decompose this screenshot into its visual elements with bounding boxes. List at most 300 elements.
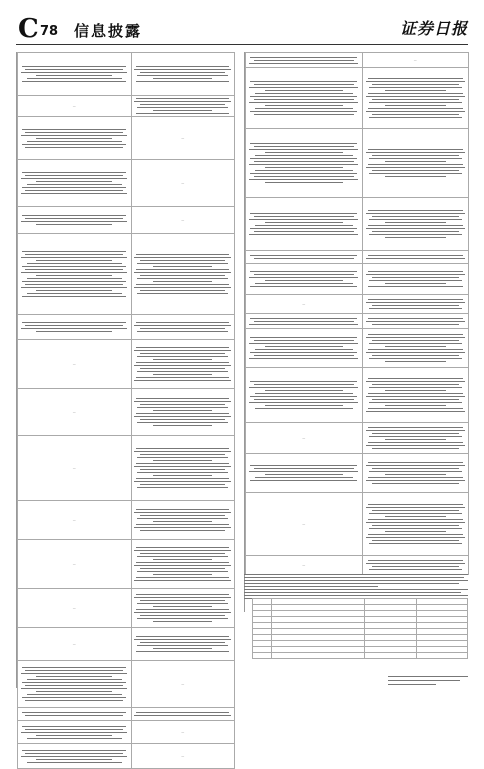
- text-line: [249, 102, 358, 103]
- text-line: [21, 221, 127, 222]
- text-line: [254, 161, 354, 162]
- section-letter: C: [18, 14, 39, 44]
- revised-clause-cell: [362, 329, 469, 368]
- revised-clause-cell: [131, 340, 235, 389]
- text-line: [136, 478, 229, 479]
- text-line: [250, 96, 357, 97]
- table-row: [246, 68, 469, 129]
- none-mark: —: [302, 563, 306, 567]
- text-line: [140, 454, 225, 455]
- text-line: [140, 275, 225, 276]
- text-line: [254, 84, 354, 85]
- text-line: [22, 215, 126, 216]
- text-line: [366, 396, 465, 397]
- text-lines: [365, 462, 467, 484]
- text-line: [25, 218, 123, 219]
- text-line: [369, 234, 462, 235]
- revised-clause-cell: [362, 314, 469, 329]
- text-line: [137, 293, 228, 294]
- text-line: [21, 72, 127, 73]
- revised-clause-cell: [131, 721, 235, 744]
- text-line: [136, 66, 229, 67]
- text-line: [22, 281, 126, 282]
- text-lines: [365, 210, 467, 238]
- text-line: [254, 355, 354, 356]
- text-line: [25, 700, 123, 701]
- table-row: [246, 295, 469, 314]
- text-line: [372, 483, 459, 484]
- text-line: [366, 480, 465, 481]
- footer-note: [388, 676, 468, 688]
- text-line: [22, 66, 126, 67]
- text-line: [388, 684, 436, 685]
- table-cell: [365, 653, 416, 659]
- text-line: [153, 574, 212, 575]
- text-line: [136, 81, 229, 82]
- text-line: [254, 399, 354, 400]
- text-line: [265, 222, 343, 223]
- text-lines: [134, 398, 233, 426]
- text-lines: [365, 78, 467, 118]
- text-line: [368, 210, 463, 211]
- header-rule: [16, 44, 468, 45]
- table-row: [246, 493, 469, 556]
- text-line: [137, 487, 228, 488]
- text-line: [385, 390, 446, 391]
- text-line: [136, 577, 229, 578]
- text-line: [134, 527, 231, 528]
- text-line: [134, 257, 231, 258]
- text-line: [372, 99, 459, 100]
- revised-clause-cell: [131, 744, 235, 769]
- text-line: [134, 580, 231, 581]
- original-clause-cell: [246, 314, 363, 329]
- text-line: [140, 553, 225, 554]
- text-line: [27, 694, 122, 695]
- text-line: [36, 676, 112, 677]
- text-line: [136, 269, 229, 270]
- none-mark: —: [302, 522, 306, 526]
- text-line: [254, 468, 354, 469]
- text-line: [250, 465, 357, 466]
- text-line: [137, 571, 228, 572]
- text-line: [136, 651, 229, 652]
- text-line: [372, 340, 459, 341]
- text-line: [250, 255, 357, 256]
- revised-clause-cell: [131, 207, 235, 234]
- text-line: [136, 284, 229, 285]
- text-line: [250, 396, 357, 397]
- text-line: [255, 93, 353, 94]
- text-line: [25, 284, 123, 285]
- original-clause-cell: [246, 129, 363, 198]
- text-line: [250, 352, 357, 353]
- text-line: [25, 729, 123, 730]
- text-line: [153, 606, 212, 607]
- text-line: [369, 543, 462, 544]
- text-line: [136, 547, 229, 548]
- text-line: [140, 260, 225, 261]
- text-line: [368, 534, 463, 535]
- text-line: [140, 615, 225, 616]
- text-line: [153, 281, 212, 282]
- text-line: [265, 474, 343, 475]
- text-line: [137, 331, 228, 332]
- text-line: [255, 170, 353, 171]
- text-line: [136, 254, 229, 255]
- text-line: [25, 190, 123, 191]
- text-line: [254, 384, 354, 385]
- text-line: [254, 99, 354, 100]
- text-line: [22, 266, 126, 267]
- text-line: [265, 167, 343, 168]
- revised-clause-cell: [362, 53, 469, 68]
- text-line: [244, 583, 459, 584]
- text-lines: [365, 504, 467, 544]
- none-mark: —: [302, 436, 306, 440]
- text-line: [137, 603, 228, 604]
- left-comparison-table: [16, 52, 235, 758]
- original-clause-cell: [246, 493, 363, 556]
- text-line: [137, 75, 228, 76]
- revised-clause-cell: [131, 501, 235, 540]
- text-line: [249, 402, 358, 403]
- original-clause-cell: [18, 315, 132, 340]
- text-line: [134, 550, 231, 551]
- text-line: [372, 84, 459, 85]
- page-header: [0, 0, 484, 46]
- text-line: [249, 387, 358, 388]
- text-line: [140, 104, 225, 105]
- text-line: [368, 318, 463, 319]
- text-line: [385, 161, 446, 162]
- text-line: [136, 712, 229, 713]
- none-mark: —: [72, 104, 76, 108]
- text-line: [368, 149, 463, 150]
- text-line: [366, 352, 465, 353]
- text-lines: [134, 509, 233, 531]
- text-line: [137, 457, 228, 458]
- text-line: [385, 346, 446, 347]
- text-line: [372, 468, 459, 469]
- text-line: [136, 398, 229, 399]
- text-line: [21, 135, 127, 136]
- table-row: [18, 501, 235, 540]
- text-line: [388, 680, 460, 681]
- text-line: [254, 258, 354, 259]
- text-line: [22, 144, 126, 145]
- text-line: [372, 155, 459, 156]
- text-line: [140, 515, 225, 516]
- text-line: [250, 480, 357, 481]
- text-lines: [134, 347, 233, 381]
- text-lines: [134, 66, 233, 82]
- original-clause-cell: [18, 589, 132, 628]
- text-line: [153, 648, 212, 649]
- text-line: [254, 176, 354, 177]
- text-line: [134, 466, 231, 467]
- original-clause-cell: [18, 117, 132, 160]
- text-line: [134, 272, 231, 273]
- text-line: [366, 228, 465, 229]
- text-line: [153, 475, 212, 476]
- text-line: [385, 222, 446, 223]
- text-lines: [134, 98, 233, 114]
- text-lines: [248, 213, 360, 235]
- text-lines: [20, 251, 129, 297]
- text-lines: [248, 255, 360, 259]
- text-line: [265, 152, 343, 153]
- text-line: [385, 237, 446, 238]
- text-line: [137, 107, 228, 108]
- text-lines: [20, 712, 129, 716]
- text-line: [369, 358, 462, 359]
- text-line: [140, 568, 225, 569]
- text-line: [368, 462, 463, 463]
- text-line: [22, 81, 126, 82]
- text-line: [25, 715, 123, 716]
- text-line: [36, 181, 112, 182]
- revised-clause-cell: [131, 96, 235, 117]
- original-clause-cell: [18, 96, 132, 117]
- text-line: [369, 402, 462, 403]
- text-line: [255, 349, 353, 350]
- text-line: [153, 410, 212, 411]
- text-line: [36, 275, 112, 276]
- text-line: [21, 178, 127, 179]
- table-row: [246, 198, 469, 251]
- text-lines: [20, 726, 129, 739]
- page-number: 78: [40, 24, 59, 39]
- revised-clause-cell: [362, 198, 469, 251]
- body-paragraph: [244, 574, 468, 601]
- text-line: [140, 419, 225, 420]
- text-line: [27, 293, 122, 294]
- table-row: [246, 454, 469, 493]
- text-line: [22, 750, 126, 751]
- revised-clause-cell: [131, 589, 235, 628]
- amount-table: [252, 598, 468, 659]
- table-row: [18, 96, 235, 117]
- revised-clause-cell: [131, 628, 235, 661]
- text-line: [385, 361, 446, 362]
- table-row: [18, 540, 235, 589]
- text-line: [254, 60, 354, 61]
- text-line: [366, 411, 465, 412]
- text-line: [25, 753, 123, 754]
- text-line: [368, 442, 463, 443]
- text-line: [265, 346, 343, 347]
- text-line: [153, 78, 212, 79]
- text-line: [134, 69, 231, 70]
- text-line: [36, 759, 112, 760]
- text-lines: [365, 299, 467, 309]
- text-line: [244, 577, 464, 578]
- text-line: [250, 286, 357, 287]
- revised-clause-cell: [362, 368, 469, 423]
- text-line: [137, 407, 228, 408]
- revised-clause-cell: [131, 708, 235, 721]
- text-line: [244, 595, 468, 596]
- text-line: [249, 277, 358, 278]
- text-line: [134, 597, 231, 598]
- text-line: [27, 679, 122, 680]
- text-line: [22, 129, 126, 130]
- text-line: [36, 290, 112, 291]
- text-line: [27, 762, 122, 763]
- table-row: [246, 251, 469, 264]
- text-line: [249, 343, 358, 344]
- text-line: [366, 274, 465, 275]
- text-line: [368, 225, 463, 226]
- text-line: [368, 504, 463, 505]
- text-line: [366, 430, 465, 431]
- text-line: [21, 673, 127, 674]
- text-line: [136, 562, 229, 563]
- table-row: [18, 589, 235, 628]
- text-lines: [365, 334, 467, 362]
- none-mark: —: [72, 562, 76, 566]
- original-clause-cell: [18, 540, 132, 589]
- text-line: [368, 271, 463, 272]
- none-mark: —: [181, 181, 185, 185]
- text-line: [249, 179, 358, 180]
- text-line: [369, 219, 462, 220]
- table-row: [18, 53, 235, 96]
- original-clause-cell: [18, 661, 132, 708]
- text-line: [372, 510, 459, 511]
- text-line: [153, 110, 212, 111]
- original-clause-cell: [246, 198, 363, 251]
- text-lines: [248, 465, 360, 481]
- text-line: [27, 278, 122, 279]
- text-line: [21, 756, 127, 757]
- text-line: [368, 393, 463, 394]
- text-line: [136, 609, 229, 610]
- text-line: [372, 114, 459, 115]
- text-line: [368, 349, 463, 350]
- text-line: [134, 287, 231, 288]
- text-line: [366, 258, 465, 259]
- text-line: [27, 184, 122, 185]
- text-line: [385, 105, 446, 106]
- text-line: [250, 271, 357, 272]
- table-row: [246, 423, 469, 454]
- text-line: [22, 667, 126, 668]
- table-row: [246, 264, 469, 295]
- original-clause-cell: [246, 295, 363, 314]
- text-line: [385, 439, 446, 440]
- text-lines: [248, 81, 360, 115]
- text-line: [372, 231, 459, 232]
- text-lines: [20, 129, 129, 148]
- original-clause-cell: [18, 708, 132, 721]
- text-line: [140, 642, 225, 643]
- text-line: [372, 448, 459, 449]
- text-line: [25, 147, 123, 148]
- text-line: [369, 387, 462, 388]
- text-line: [372, 525, 459, 526]
- text-line: [265, 90, 343, 91]
- text-line: [244, 592, 461, 593]
- text-line: [369, 102, 462, 103]
- none-mark: —: [72, 642, 76, 646]
- revised-clause-cell: [362, 295, 469, 314]
- text-line: [21, 328, 127, 329]
- text-line: [137, 556, 228, 557]
- text-line: [369, 117, 462, 118]
- text-line: [368, 78, 463, 79]
- table-row: [18, 160, 235, 207]
- original-clause-cell: [18, 389, 132, 436]
- text-line: [250, 173, 357, 174]
- text-line: [368, 164, 463, 165]
- table-row: [246, 129, 469, 198]
- text-line: [136, 322, 229, 323]
- text-line: [372, 540, 459, 541]
- text-line: [36, 224, 112, 225]
- text-line: [366, 465, 465, 466]
- text-line: [36, 260, 112, 261]
- original-clause-cell: [18, 53, 132, 96]
- original-clause-cell: [18, 160, 132, 207]
- revised-clause-cell: [362, 454, 469, 493]
- original-clause-cell: [246, 556, 363, 575]
- text-line: [369, 528, 462, 529]
- none-mark: —: [181, 682, 185, 686]
- text-line: [250, 213, 357, 214]
- text-line: [249, 164, 358, 165]
- text-line: [140, 353, 225, 354]
- text-line: [36, 735, 112, 736]
- text-line: [36, 75, 112, 76]
- text-line: [136, 524, 229, 525]
- none-mark: —: [72, 362, 76, 366]
- text-line: [265, 390, 343, 391]
- text-line: [36, 691, 112, 692]
- text-line: [366, 507, 465, 508]
- text-line: [385, 90, 446, 91]
- text-line: [136, 377, 229, 378]
- original-clause-cell: [246, 251, 363, 264]
- text-line: [134, 401, 231, 402]
- none-mark: —: [72, 606, 76, 610]
- table-row: [18, 721, 235, 744]
- text-line: [366, 522, 465, 523]
- text-line: [134, 565, 231, 566]
- table-cell: [271, 653, 364, 659]
- original-clause-cell: [246, 53, 363, 68]
- text-line: [369, 158, 462, 159]
- text-line: [27, 141, 122, 142]
- text-line: [134, 612, 231, 613]
- text-lines: [365, 149, 467, 177]
- text-line: [153, 521, 212, 522]
- comparison-table-left: [17, 52, 235, 769]
- section-title: 信息披露: [74, 22, 143, 40]
- text-line: [368, 299, 463, 300]
- none-mark: —: [181, 730, 185, 734]
- revised-clause-cell: [131, 389, 235, 436]
- table-row: [18, 661, 235, 708]
- text-line: [249, 471, 358, 472]
- text-lines: [365, 318, 467, 325]
- revised-clause-cell: [362, 493, 469, 556]
- text-line: [249, 149, 358, 150]
- text-lines: [365, 560, 467, 570]
- text-line: [140, 368, 225, 369]
- original-clause-cell: [246, 454, 363, 493]
